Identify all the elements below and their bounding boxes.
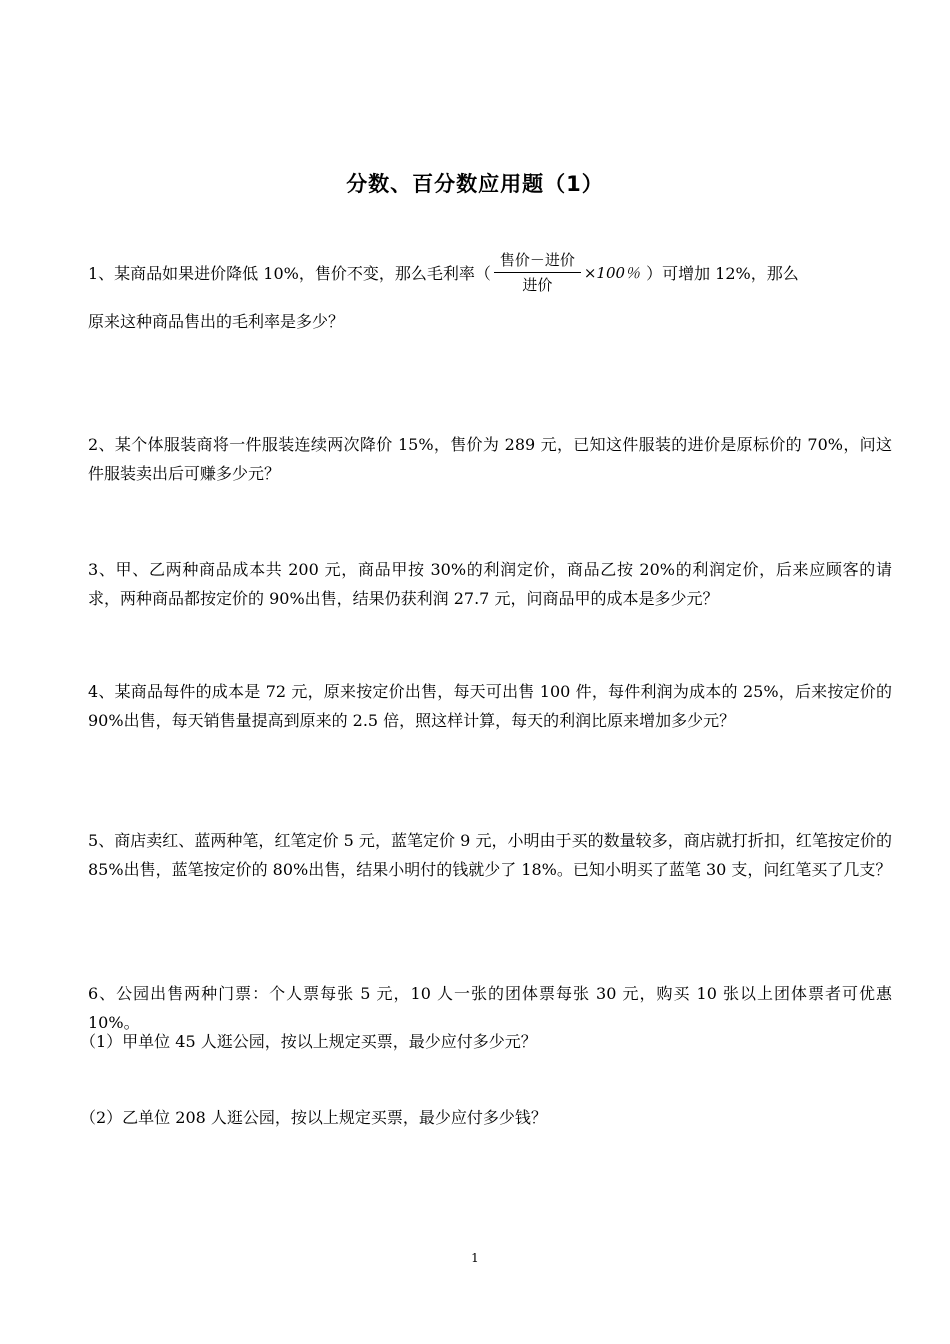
question-6: 6、公园出售两种门票：个人票每张 5 元，10 人一张的团体票每张 30 元，购买 10 张以上团体票者可优惠 10%。	[88, 984, 892, 1032]
gross-margin-formula	[494, 250, 581, 295]
question-1-line-1	[88, 250, 892, 294]
formula-numerator: 售价－进价	[494, 250, 581, 273]
question-2: 2、某个体服装商将一件服装连续两次降价 15%，售价为 289 元，已知这件服装的进价是原标价的 70%，问这件服装卖出后可赚多少元？	[88, 435, 892, 483]
question-3: 3、甲、乙两种商品成本共 200 元，商品甲按 30%的利润定价，商品乙按 20%的利润定价，后来应顾客的请求，两种商品都按定价的 90%出售，结果仍获利润 27.7 元，问商品甲的成本是多少元？	[88, 560, 892, 608]
formula-denominator: 进价	[522, 275, 553, 294]
question-6-part-1: （1）甲单位 45 人逛公园，按以上规定买票，最少应付多少元？	[80, 1032, 537, 1051]
question-4: 4、某商品每件的成本是 72 元，原来按定价出售，每天可出售 100 件，每件利润为成本的 25%，后来按定价的 90%出售，每天销售量提高到原来的 2.5 倍，照这样计算，每天的利润比原来增加多少元？	[88, 682, 892, 730]
question-1-text-after: ）可增加 12%，那么	[646, 263, 799, 283]
page-number: 1	[471, 1251, 479, 1265]
question-5: 5、商店卖红、蓝两种笔，红笔定价 5 元，蓝笔定价 9 元，小明由于买的数量较多，商店就打折扣，红笔按定价的 85%出售，蓝笔按定价的 80%出售，结果小明付的钱就少了 18%。已知小明买了蓝笔 30 支，问红笔买了几支？	[88, 831, 892, 879]
question-6-part-2: （2）乙单位 208 人逛公园，按以上规定买票，最少应付多少钱？	[80, 1108, 547, 1127]
question-1-text-before: 1、某商品如果进价降低 10%，售价不变，那么毛利率（	[88, 263, 491, 283]
formula-multiplier: ×100％	[583, 263, 641, 282]
question-1-line-2: 原来这种商品售出的毛利率是多少？	[88, 312, 345, 331]
page-title: 分数、百分数应用题（1）	[346, 172, 604, 196]
